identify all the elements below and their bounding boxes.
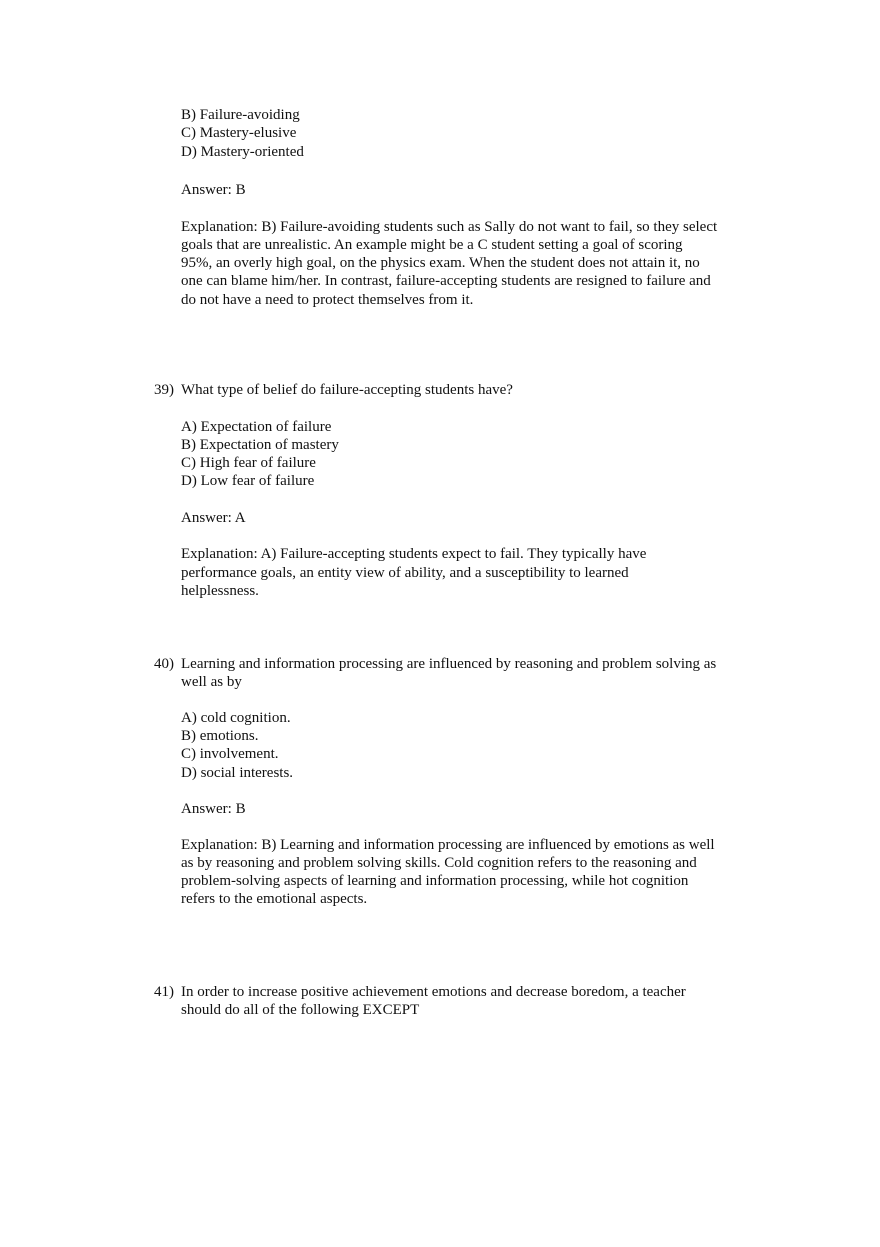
option-b: B) emotions. (181, 728, 259, 744)
answer: Answer: B (181, 182, 246, 198)
question-number: 39) (154, 382, 174, 398)
option-d: D) Mastery-oriented (181, 144, 304, 160)
option-a: A) Expectation of failure (181, 419, 332, 435)
option-d: D) social interests. (181, 765, 294, 781)
option-c: C) involvement. (181, 746, 279, 762)
question-text: What type of belief do failure-accepting students have? (181, 382, 513, 398)
explanation-line: problem-solving aspects of learning and information processing, while hot cognition (181, 873, 689, 889)
question-number: 40) (154, 656, 174, 672)
explanation-line: refers to the emotional aspects. (181, 891, 368, 907)
answer: Answer: A (181, 510, 246, 526)
question-number: 41) (154, 984, 174, 1000)
explanation-line: one can blame him/her. In contrast, failure-accepting students are resigned to failure and (181, 273, 711, 289)
question-text: Learning and information processing are influenced by reasoning and problem solving as (181, 656, 717, 672)
option-a: A) cold cognition. (181, 710, 291, 726)
option-c: C) High fear of failure (181, 455, 316, 471)
question-text: well as by (181, 674, 242, 690)
option-c: C) Mastery-elusive (181, 125, 297, 141)
explanation-line: goals that are unrealistic. An example might be a C student setting a goal of scoring (181, 237, 683, 253)
explanation-line: Explanation: A) Failure-accepting students expect to fail. They typically have (181, 546, 647, 562)
explanation-line: helplessness. (181, 583, 259, 599)
explanation-line: as by reasoning and problem solving skills. Cold cognition refers to the reasoning and (181, 855, 697, 871)
answer: Answer: B (181, 801, 246, 817)
option-b: B) Failure-avoiding (181, 107, 300, 123)
explanation-line: 95%, an overly high goal, on the physics exam. When the student does not attain it, no (181, 255, 700, 271)
question-text: In order to increase positive achievement emotions and decrease boredom, a teacher (181, 984, 686, 1000)
explanation-line: Explanation: B) Failure-avoiding students such as Sally do not want to fail, so they select (181, 219, 718, 235)
explanation-line: do not have a need to protect themselves from it. (181, 292, 474, 308)
option-b: B) Expectation of mastery (181, 437, 339, 453)
option-d: D) Low fear of failure (181, 473, 315, 489)
explanation-line: Explanation: B) Learning and information processing are influenced by emotions as well (181, 837, 715, 853)
question-text: should do all of the following EXCEPT (181, 1002, 420, 1018)
explanation-line: performance goals, an entity view of ability, and a susceptibility to learned (181, 565, 629, 581)
